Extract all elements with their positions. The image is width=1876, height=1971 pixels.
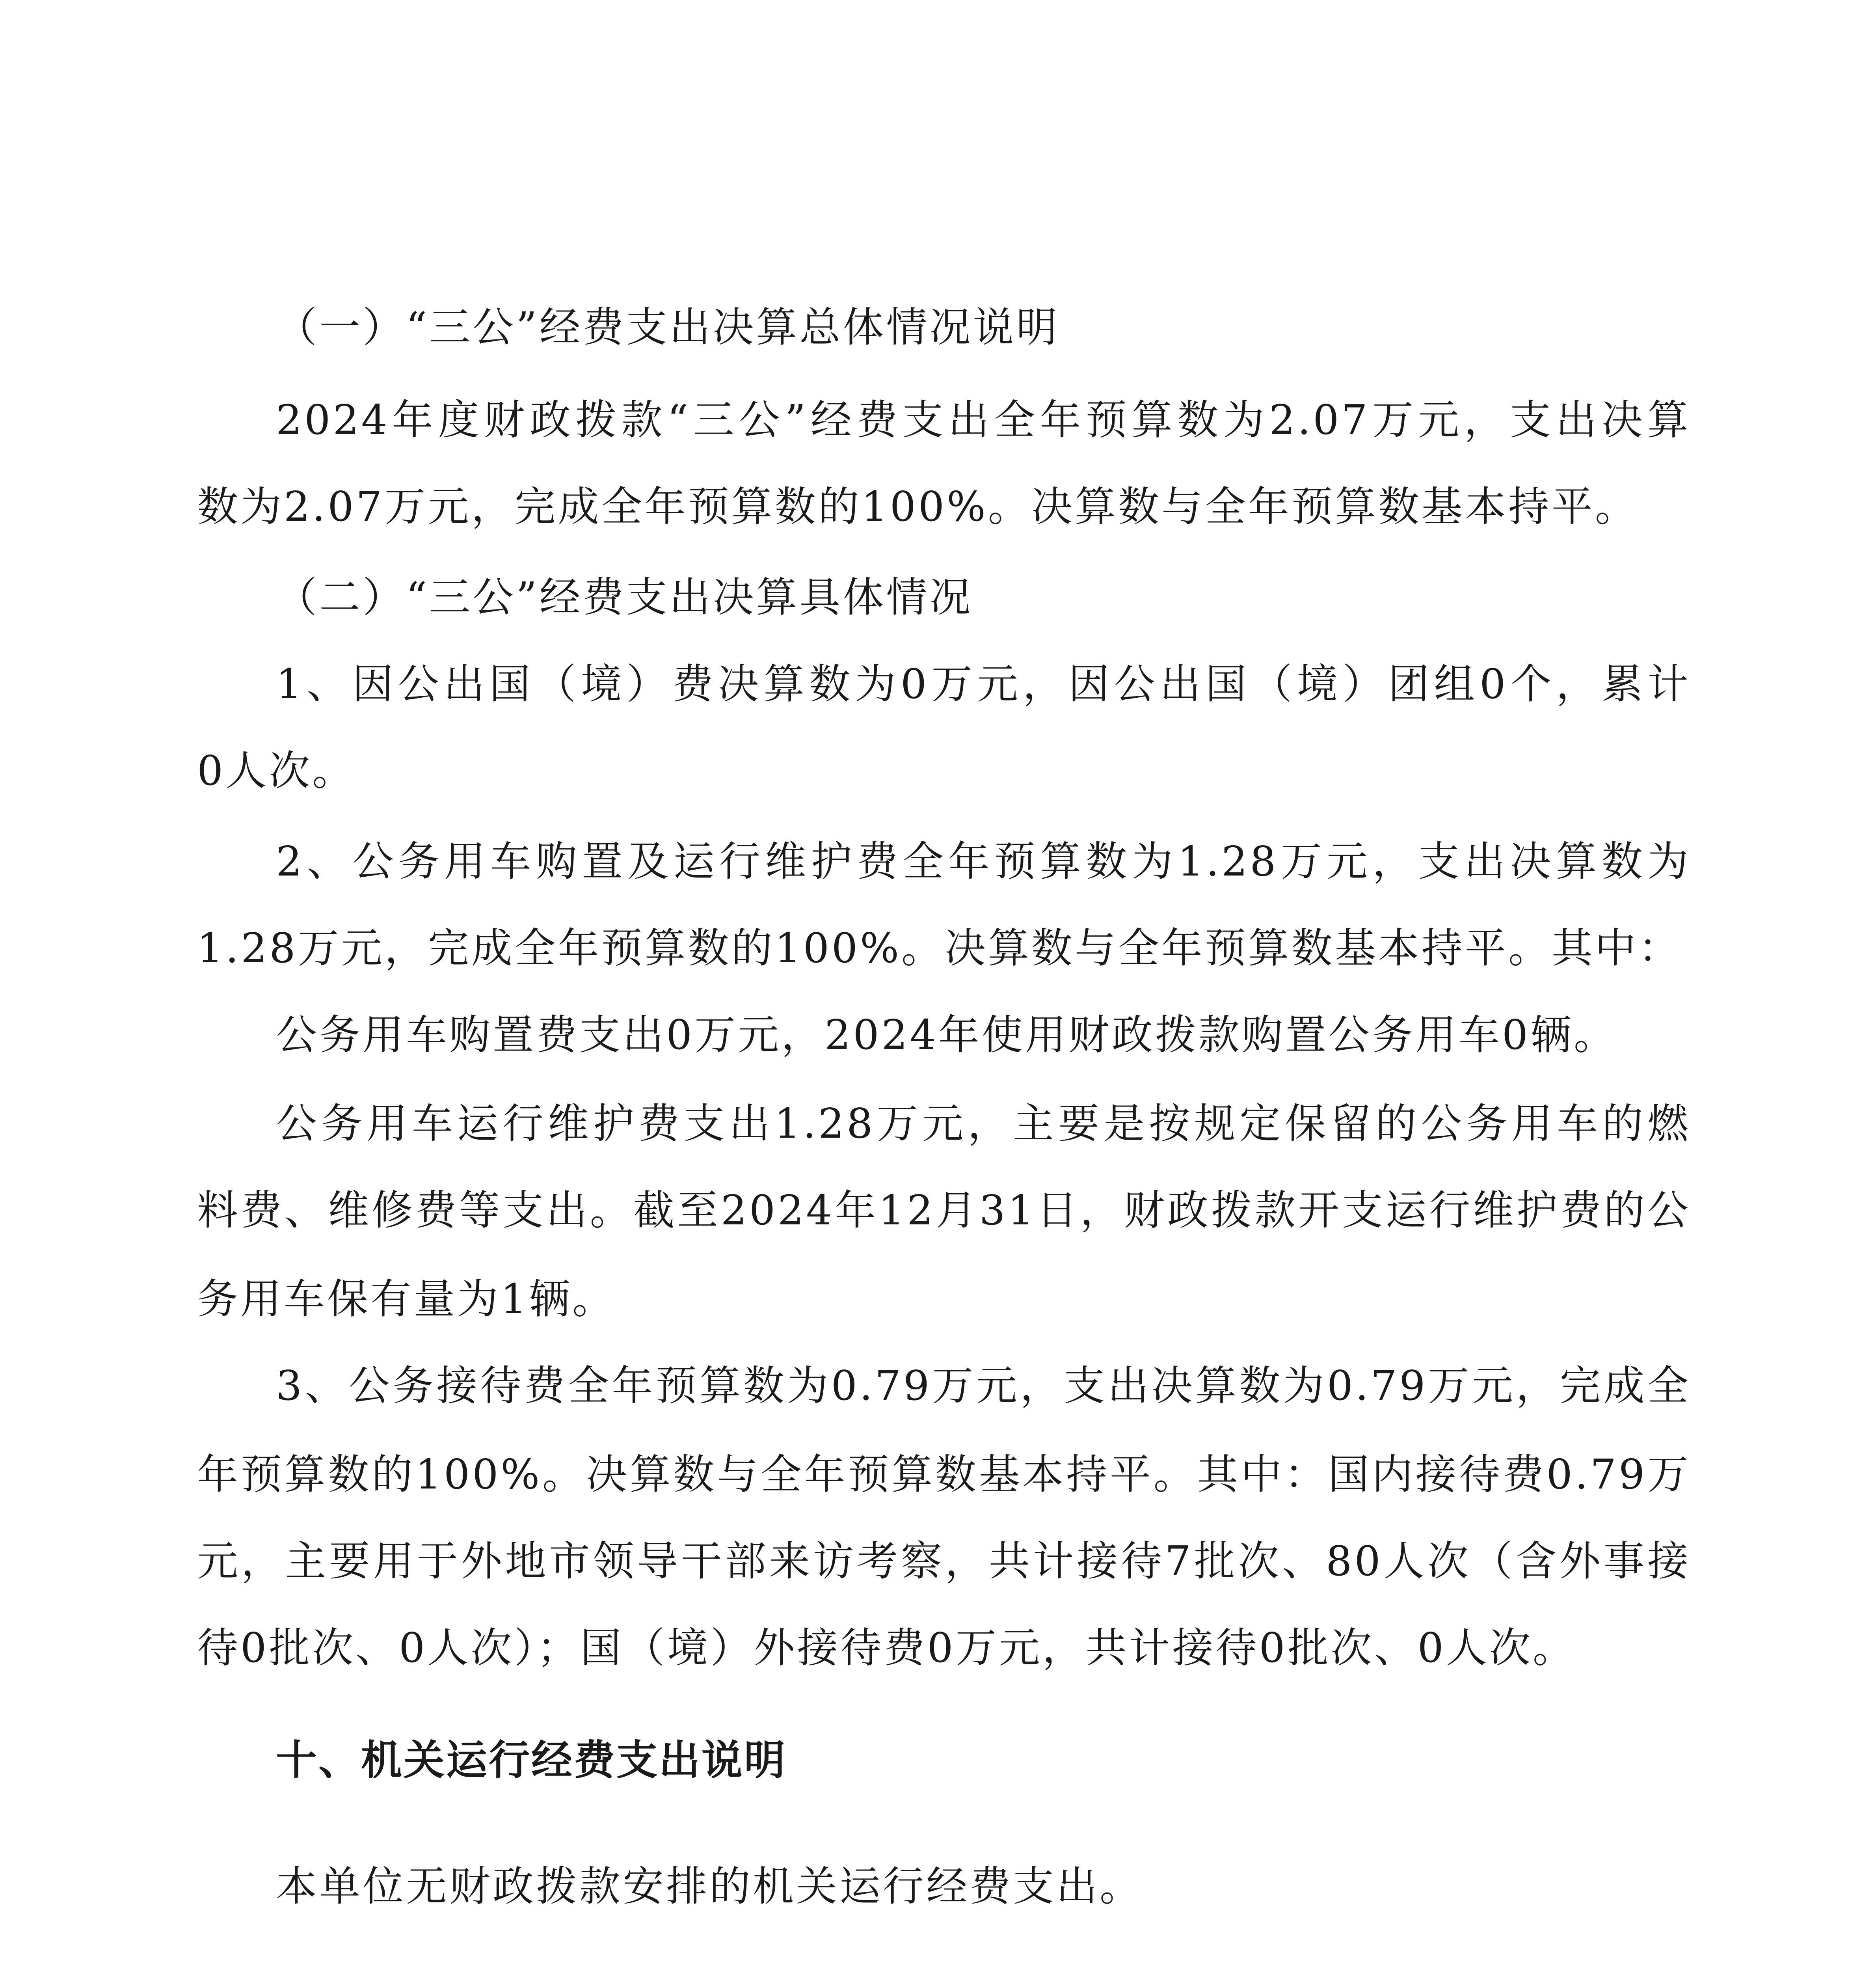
paragraph-line: 料费、维修费等支出。截至2024年12月31日，财政拨款开支运行维护费的公 [197,1186,1691,1234]
paragraph-line: 年预算数的100%。决算数与全年预算数基本持平。其中：国内接待费0.79万 [197,1450,1691,1498]
paragraph-line: 本单位无财政拨款安排的机关运行经费支出。 [276,1862,1143,1910]
paragraph-line: 3、公务接待费全年预算数为0.79万元，支出决算数为0.79万元，完成全 [276,1362,1691,1410]
paragraph-line: 2024年度财政拨款“三公”经费支出全年预算数为2.07万元，支出决算 [276,396,1691,444]
paragraph-line: 公务用车运行维护费支出1.28万元，主要是按规定保留的公务用车的燃 [276,1099,1691,1148]
paragraph-line: 公务用车购置费支出0万元，2024年使用财政拨款购置公务用车0辆。 [276,1011,1617,1059]
paragraph-line: 1.28万元，完成全年预算数的100%。决算数与全年预算数基本持平。其中： [197,924,1682,972]
paragraph-line: 数为2.07万元，完成全年预算数的100%。决算数与全年预算数基本持平。 [197,483,1638,531]
paragraph-line: 待0批次、0人次）；国（境）外接待费0万元，共计接待0批次、0人次。 [197,1624,1576,1672]
paragraph-line: 1、因公出国（境）费决算数为0万元，因公出国（境）团组0个，累计 [276,660,1691,708]
paragraph-line: 0人次。 [197,747,356,795]
paragraph-line: 2、公务用车购置及运行维护费全年预算数为1.28万元，支出决算数为 [276,837,1691,885]
section-heading-10: 十、机关运行经费支出说明 [276,1736,787,1784]
paragraph-line: 元，主要用于外地市领导干部来访考察，共计接待7批次、80人次（含外事接 [197,1537,1691,1585]
section-heading-1: （一）“三公”经费支出决算总体情况说明 [276,303,1060,351]
section-heading-2: （二）“三公”经费支出决算具体情况 [276,573,973,621]
paragraph-line: 务用车保有量为1辆。 [197,1275,616,1323]
